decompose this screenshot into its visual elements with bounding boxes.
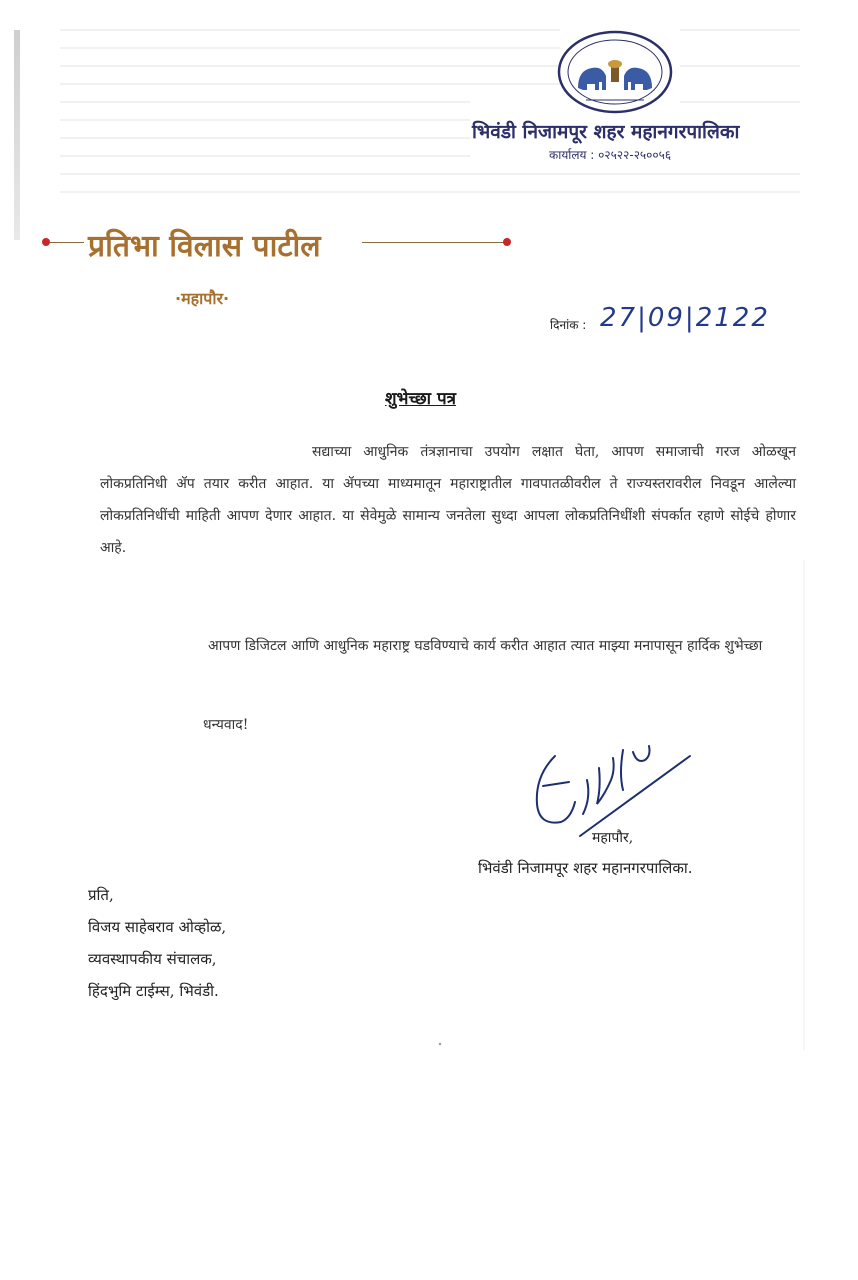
recipient-company: हिंदभुमि टाईम्स, भिवंडी.: [88, 982, 219, 1000]
signature: [525, 728, 695, 838]
municipal-seal: [556, 30, 674, 114]
signatory-organization: भिवंडी निजामपूर शहर महानगरपालिका.: [478, 859, 693, 877]
scan-edge: [14, 30, 20, 240]
date-label: दिनांक :: [550, 318, 587, 332]
recipient-designation: व्यवस्थापकीय संचालक,: [88, 950, 217, 968]
mayor-title: ·महापौर·: [175, 289, 230, 308]
closing-thanks: धन्यवाद!: [203, 717, 249, 733]
recipient-line: प्रति,: [88, 886, 114, 904]
office-phone: कार्यालय : ०२५२२-२५००५६: [549, 148, 672, 162]
paragraph-2: आपण डिजिटल आणि आधुनिक महाराष्ट्र घडविण्याचे कार्य करीत आहात त्यात माझ्या मनापासून हार्दिक शुभेच्छा: [208, 638, 763, 654]
letter-heading: शुभेच्छा पत्र: [385, 389, 457, 409]
recipient-name: विजय साहेबराव ओव्होळ,: [88, 918, 227, 936]
paragraph-1: सद्याच्या आधुनिक तंत्रज्ञानाचा उपयोग लक्षात घेता, आपण समाजाची गरज ओळखून लोकप्रतिनिधी ॲप तयार करीत आहात. या ॲपच्या माध्यमातून महाराष्ट्रातील गावपातळीवरील ते राज्यस्तरावरील निवडून आलेल्या लोकप्रतिनिधींची माहिती आपण देणार आहात. या सेवेमुळे सामान्य जनतेला सुध्दा आपला लोकप्रतिनिधींशी संपर्कात रहाणे सोईचे होणार आहे.: [100, 444, 796, 556]
signatory-title: महापौर,: [592, 830, 634, 846]
rule-dot-right: [503, 238, 511, 246]
rule-dot-left: [42, 238, 50, 246]
mayor-name: प्रतिभा विलास पाटील: [84, 224, 362, 265]
organization-name: भिवंडी निजामपूर शहर महानगरपालिका: [472, 121, 740, 143]
date-value: 27|09|2122: [600, 303, 770, 333]
